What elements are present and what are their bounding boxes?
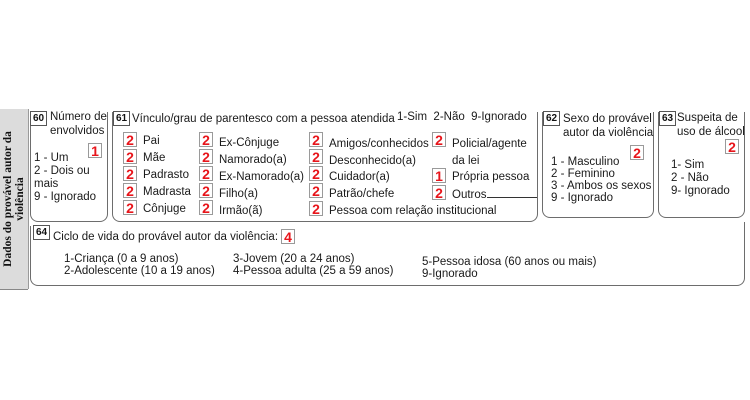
q61-answer-institucional[interactable]: 2 xyxy=(309,201,323,216)
q61-answer-irmao[interactable]: 2 xyxy=(199,200,213,215)
q64-option: 3-Jovem (20 a 24 anos) xyxy=(233,253,355,265)
q61-label-namorado: Namorado(a) xyxy=(219,154,287,166)
section-label-panel xyxy=(0,109,29,289)
q63-answer-field[interactable]: 2 xyxy=(725,139,739,154)
q61-label-institucional: Pessoa com relação institucional xyxy=(329,205,497,217)
q62-answer-field[interactable]: 2 xyxy=(630,145,644,160)
q60-answer-field[interactable]: 1 xyxy=(88,143,102,158)
q61-answer-policial[interactable]: 2 xyxy=(432,132,446,147)
q61-label-desconhecido: Desconhecido(a) xyxy=(329,155,416,167)
q63-title-line2: uso de álcool xyxy=(677,126,745,138)
q61-answer-padrasto[interactable]: 2 xyxy=(123,166,137,181)
q62-option: 2 - Feminino xyxy=(551,168,615,180)
q62-option: 1 - Masculino xyxy=(551,156,620,168)
q61-legend: 1-Sim 2-Não 9-Ignorado xyxy=(397,111,527,123)
q63-number: 63 xyxy=(659,111,676,126)
q61-answer-ex-conjuge[interactable]: 2 xyxy=(199,132,213,147)
q64-title: Ciclo de vida do provável autor da violência: xyxy=(53,231,279,243)
section-label: Dados do provável autor da violência xyxy=(2,131,26,267)
q60-option: mais xyxy=(34,178,59,190)
q64-answer-field[interactable]: 4 xyxy=(281,229,295,244)
q62-option: 9 - Ignorado xyxy=(551,192,614,204)
q60-number: 60 xyxy=(30,111,47,126)
q61-answer-conjuge[interactable]: 2 xyxy=(123,200,137,215)
q61-label-madrasta: Madrasta xyxy=(143,186,191,198)
q63-option: 2 - Não xyxy=(671,172,709,184)
q61-answer-filho[interactable]: 2 xyxy=(199,183,213,198)
q61-answer-pai[interactable]: 2 xyxy=(123,132,137,147)
q61-label-propria-pessoa: Própria pessoa xyxy=(452,171,530,183)
q61-label-filho: Filho(a) xyxy=(219,188,258,200)
q63-option: 1- Sim xyxy=(671,159,705,171)
q61-answer-madrasta[interactable]: 2 xyxy=(123,183,137,198)
q64-right-edge xyxy=(744,222,745,228)
q61-answer-patrao[interactable]: 2 xyxy=(309,183,323,198)
q64-number: 64 xyxy=(33,225,50,240)
q61-label-padrasto: Padrasto xyxy=(143,169,190,181)
q61-label-mae: Mãe xyxy=(143,152,166,164)
q61-label-ex-conjuge: Ex-Cônjuge xyxy=(219,137,280,149)
q64-option: 5-Pessoa idosa (60 anos ou mais) xyxy=(422,256,597,268)
q61-label-outros xyxy=(452,187,537,202)
q61-number: 61 xyxy=(113,111,130,126)
q60-title-line1: Número de xyxy=(50,111,107,123)
q61-label-ex-namorado: Ex-Namorado(a) xyxy=(219,171,304,183)
q60-option: 1 - Um xyxy=(34,152,69,164)
q61-answer-outros[interactable]: 2 xyxy=(432,185,446,200)
q64-option: 1-Criança (0 a 9 anos) xyxy=(64,253,179,265)
q61-label-conjuge: Cônjuge xyxy=(143,203,186,215)
q61-outros-blank-field[interactable] xyxy=(487,187,537,198)
q64-option: 9-Ignorado xyxy=(422,268,478,280)
q61-label-pai: Pai xyxy=(143,135,160,147)
q62-option: 3 - Ambos os sexos xyxy=(551,180,652,192)
q60-option: 9 - Ignorado xyxy=(34,191,97,203)
q61-label-irmao: Irmão(ã) xyxy=(219,205,263,217)
divider xyxy=(0,289,28,292)
q61-label-policial: Policial/agente xyxy=(452,138,527,150)
q61-answer-cuidador[interactable]: 2 xyxy=(309,166,323,181)
q61-label-cuidador: Cuidador(a) xyxy=(329,171,390,183)
q61-label-amigos: Amigos/conhecidos xyxy=(329,138,429,150)
q62-title-line2: autor da violência xyxy=(563,127,654,139)
q60-option: 2 - Dois ou xyxy=(34,165,90,177)
q64-option: 2-Adolescente (10 a 19 anos) xyxy=(64,265,215,277)
q61-answer-mae[interactable]: 2 xyxy=(123,149,137,164)
q61-answer-amigos[interactable]: 2 xyxy=(309,132,323,147)
q61-label-policial-line2: da lei xyxy=(452,155,480,167)
q61-label-patrao: Patrão/chefe xyxy=(329,188,395,200)
q63-title-line1: Suspeita de xyxy=(677,112,738,124)
q62-title-line1: Sexo do provável xyxy=(563,113,652,125)
q63-option: 9- Ignorado xyxy=(671,185,730,197)
q61-answer-desconhecido[interactable]: 2 xyxy=(309,149,323,164)
q61-answer-propria-pessoa[interactable]: 1 xyxy=(432,168,446,183)
q61-answer-ex-namorado[interactable]: 2 xyxy=(199,166,213,181)
q64-option: 4-Pessoa adulta (25 a 59 anos) xyxy=(233,265,394,277)
q61-outros-text: Outros xyxy=(452,189,487,201)
q60-title-line2: envolvidos xyxy=(50,125,105,137)
q61-answer-namorado[interactable]: 2 xyxy=(199,149,213,164)
q62-number: 62 xyxy=(543,111,560,126)
q61-title: Vínculo/grau de parentesco com a pessoa atendida xyxy=(132,113,395,125)
